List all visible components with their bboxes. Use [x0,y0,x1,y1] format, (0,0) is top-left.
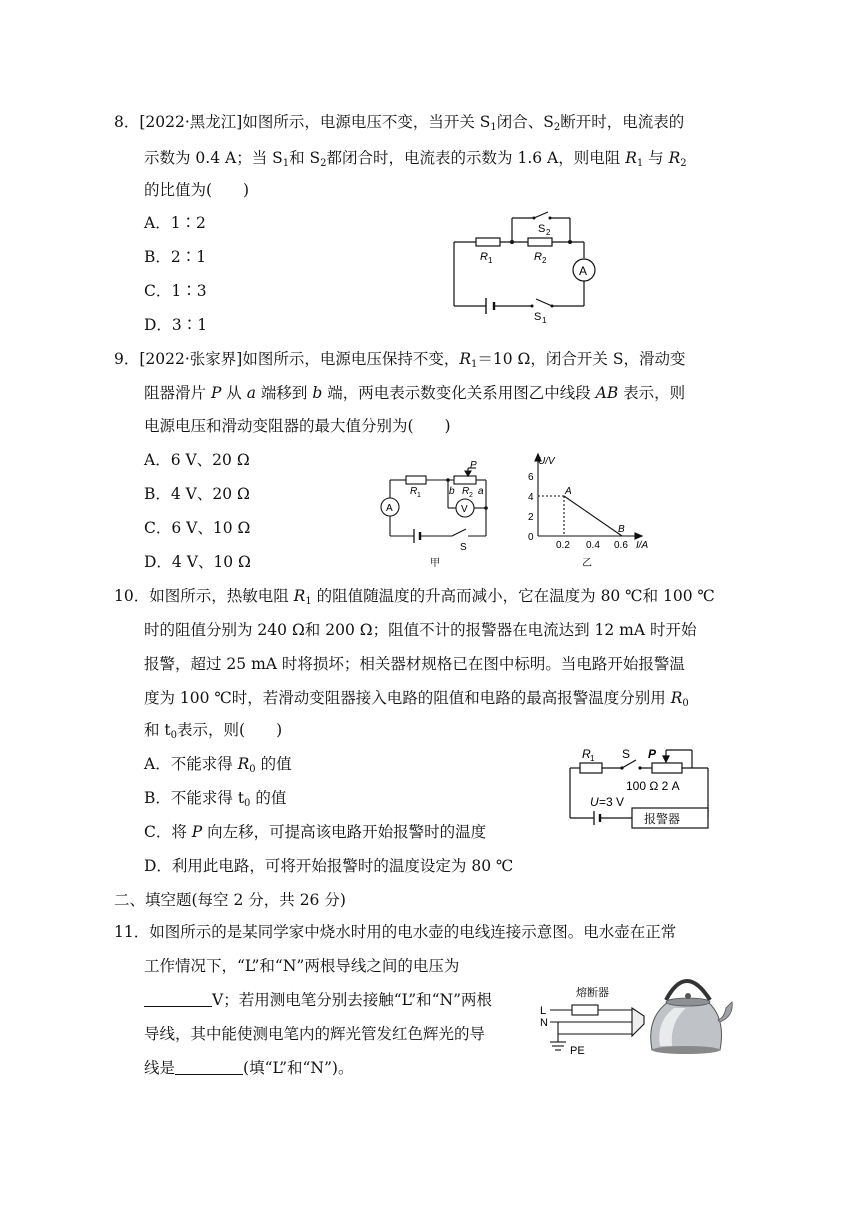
q9-graph-ytick: 4 [528,492,534,503]
q10-line-5: 和 $t_0$表示，则( ) [144,721,283,741]
q9-ui-graph [520,452,660,572]
q9-graph-xtick: 0.4 [586,540,600,551]
q10-fig-r1: R [582,747,591,761]
q9-fig-r2: R [462,486,470,497]
q10-fig-p: P [648,747,657,761]
q8-line-1: 8．[2022·黑龙江]如图所示，电源电压不变，当开关 $S_1$闭合、$S_2$断开时，电流表的 [114,113,685,133]
q9-option-c[interactable]: C．6 V、10 Ω [144,519,251,537]
q9-fig-caption-jia: 甲 [430,558,440,569]
q9-graph-point-b: B [618,524,625,535]
q8-resistor-r2 [528,238,552,246]
q8-fig-s2: S [538,223,546,235]
q9-option-a[interactable]: A．6 V、20 Ω [144,451,250,469]
q8-fig-s2-sub: 2 [546,228,551,237]
q9-graph-ylabel: U/V [538,456,555,467]
q8-line-3: 的比值为( ) [144,181,250,199]
q10-number: 10． [114,587,150,605]
q10-fig-alarm-label: 报警器 [644,812,681,826]
q9-graph-point-a: A [565,486,572,497]
q8-resistor-r1 [476,238,500,246]
q8-fig-s1-sub: 1 [542,316,547,325]
q9-option-d[interactable]: D．4 V、10 Ω [144,553,251,571]
q8-number: 8． [114,113,140,131]
q8-source: [2022·黑龙江] [139,113,243,131]
q10-option-c[interactable]: C．将 P 向左移，可提高该电路开始报警时的温度 [144,823,487,841]
kettle-icon [651,981,733,1054]
q10-line-4: 度为 100 ℃时，若滑动变阻器接入电路的阻值和电路的最高报警温度分别用 $R_0$ [144,689,689,709]
q9-graph-ytick: 0 [528,532,534,543]
q10-fig-u: U [590,795,599,809]
q9-graph-ytick: 2 [528,512,534,523]
q10-option-b[interactable]: B．不能求得 $t_0$ 的值 [144,789,287,809]
q8-line-2: 示数为 0.4 A；当 $S_1$和 $S_2$都闭合时，电流表的示数为 1.6 A，则电阻 $R_1$ 与 $R_2$ [144,149,687,169]
q10-line-2: 时的阻值分别为 240 Ω和 200 Ω；阻值不计的报警器在电流达到 12 mA 时开始 [144,621,697,639]
q9-graph-xtick: 0.6 [614,540,628,551]
q9-resistor-r1 [406,476,426,484]
q9-fig-r1: R [410,486,418,497]
q10-circuit-diagram [560,742,730,838]
q9-graph-xlabel: I/A [636,540,649,551]
q11-line-4: 导线，其中能使测电笔内的辉光管发红色辉光的导 [144,1025,486,1043]
q10-option-a[interactable]: A．不能求得 $R_0$ 的值 [144,755,292,775]
q11-line-1: 11．如图所示的是某同学家中烧水时用的电水壶的电线连接示意图。电水壶在正常 [114,923,677,941]
section-2-heading: 二、填空题(每空 2 分，共 26 分) [114,891,346,909]
q8-fig-r1-sub: 1 [488,256,493,265]
q10-line-3: 报警，超过 25 mA 时将损坏；相关器材规格已在图中标明。当电路开始报警温 [144,655,685,673]
q9-fig-r2-sub: 2 [469,492,473,499]
q11-fig-n: N [540,1017,548,1029]
q11-blank-1[interactable] [144,990,212,1007]
q8-fig-s1: S [534,311,542,323]
q9-circuit-diagram [376,458,496,570]
q10-fig-rating: 100 Ω 2 A [626,779,680,793]
q10-thermistor-r1 [580,763,602,773]
q11-line-3: V；若用测电笔分别去接触“L”和“N”两根 [144,990,492,1010]
q10-rheostat [652,763,682,773]
q9-fig-s: S [460,542,467,553]
q9-fig-caption-yi: 乙 [582,558,592,569]
q8-option-a[interactable]: A．1∶2 [144,214,206,232]
q11-blank-2[interactable] [175,1058,243,1075]
q11-fuse [572,1005,598,1015]
q11-number: 11． [114,923,150,941]
q9-fig-a: a [478,486,484,497]
q8-option-d[interactable]: D．3∶1 [144,316,208,334]
q11-fig-fuse-label: 熔断器 [576,987,609,999]
q9-line-1: 9．[2022·张家界]如图所示，电源电压保持不变，$R_1=10$ Ω，闭合开关 S，滑动变 [114,350,686,370]
q9-number: 9． [114,350,140,368]
q8-circuit-diagram [448,208,608,326]
q10-fig-s: S [622,747,631,761]
q10-option-d[interactable]: D．利用此电路，可将开始报警时的温度设定为 80 ℃ [144,857,514,875]
q11-line-2: 工作情况下，“L”和“N”两根导线之间的电压为 [144,957,460,975]
q9-source: [2022·张家界] [139,350,243,368]
q9-option-b[interactable]: B．4 V、20 Ω [144,485,250,503]
q8-option-b[interactable]: B．2∶1 [144,248,207,266]
q9-fig-ammeter-label: A [386,503,393,514]
q9-fig-b: b [449,486,455,497]
q9-line-3: 电源电压和滑动变阻器的最大值分别为( ) [144,417,451,435]
q8-fig-r2: R [534,251,542,263]
q9-segment-ab [564,496,622,536]
q10-line-1: 10．如图所示，热敏电阻 $R_1$ 的阻值随温度的升高而减小，它在温度为 80 ℃和 100 ℃ [114,587,715,607]
q11-kettle-diagram [536,958,736,1062]
q9-graph-ytick: 6 [528,472,534,483]
q8-ammeter-label: A [579,264,588,278]
q10-fig-u-value: =3 V [599,795,625,809]
q9-line-2: 阻器滑片 P 从 a 端移到 b 端，两电表示数变化关系用图乙中线段 AB 表示，则 [144,384,686,402]
q11-line-5: 线是 (填“L”和“N”)。 [144,1059,354,1077]
q9-rheostat-r2 [454,476,476,484]
q8-option-c[interactable]: C．1∶3 [144,282,207,300]
q9-fig-p: P [470,460,477,471]
q8-fig-r2-sub: 2 [542,256,547,265]
q10-fig-r1-sub: 1 [590,754,595,763]
q11-fig-pe: PE [570,1045,585,1057]
q9-fig-v: V [461,504,468,515]
q11-fig-l: L [540,1005,547,1017]
q9-graph-xtick: 0.2 [556,540,570,551]
q9-fig-r1-sub: 1 [417,492,421,499]
q8-fig-r1: R [480,251,488,263]
